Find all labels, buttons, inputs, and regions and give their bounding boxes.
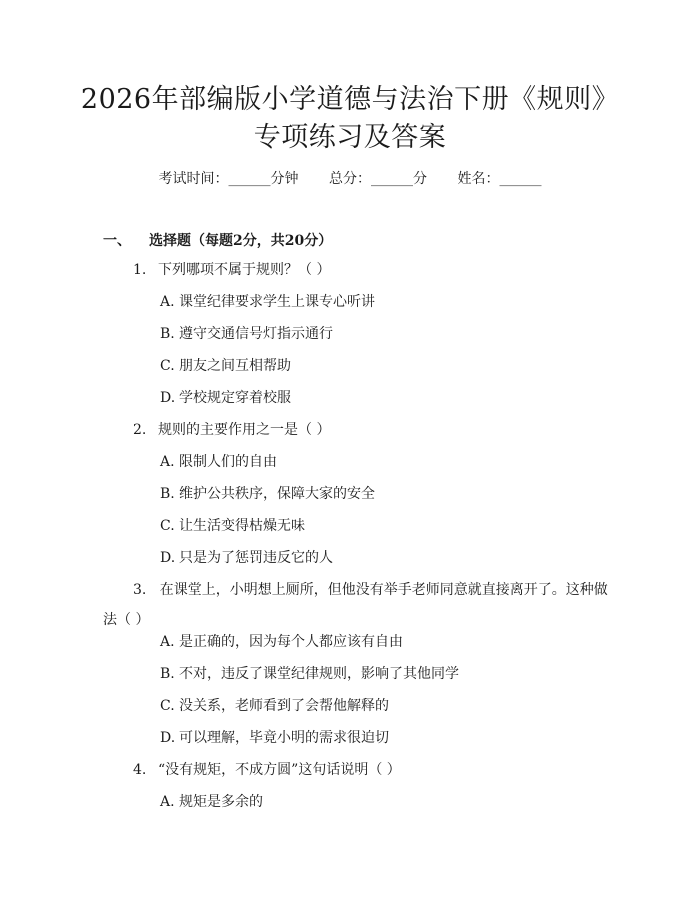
total-score: 总分：______分 [329,171,427,187]
option-key: B. [160,326,175,342]
option-text: 可以理解，毕竟小明的需求很迫切 [179,730,389,746]
exam-time: 考试时间：______分钟 [158,171,299,187]
option-key: D. [160,730,176,746]
question-stem [103,575,613,635]
question-text: “没有规矩，不成方圆”这句话说明（ ） [158,762,401,778]
option-key: A. [160,454,175,470]
option-text: 维护公共秩序，保障大家的安全 [179,486,375,502]
section-number: 一、 [103,233,131,249]
option-text: 不对，违反了课堂纪律规则，影响了其他同学 [179,666,459,682]
option-key: B. [160,486,175,502]
option [160,548,333,568]
question-stem [133,760,603,780]
option [160,632,403,652]
option-text: 遵守交通信号灯指示通行 [179,326,333,342]
question-number: 2. [133,422,147,438]
option-text: 课堂纪律要求学生上课专心听讲 [179,294,375,310]
option [160,516,305,536]
option-key: C. [160,358,175,374]
option-text: 朋友之间互相帮助 [179,358,291,374]
exam-info [0,168,700,188]
option [160,728,389,748]
option [160,664,459,684]
option-key: D. [160,550,176,566]
option [160,388,291,408]
question-number: 4. [133,762,147,778]
option [160,792,263,812]
section-title: 选择题（每题2分，共20分） [149,233,333,249]
student-name: 姓名：______ [457,171,542,187]
option [160,484,375,504]
section-heading [103,230,332,250]
option [160,356,291,376]
option [160,452,277,472]
question-text: 下列哪项不属于规则？（ ） [158,262,331,278]
option-text: 只是为了惩罚违反它的人 [179,550,333,566]
question-text: 在课堂上，小明想上厕所，但他没有举手老师同意就直接离开了。这种做法（ ） [103,582,608,628]
page-title: 2026年部编版小学道德与法治下册《规则》 [80,84,620,115]
option-text: 规矩是多余的 [179,794,263,810]
option-key: A. [160,794,175,810]
option-text: 限制人们的自由 [179,454,277,470]
page-subtitle: 专项练习及答案 [253,122,447,153]
option-key: A. [160,294,175,310]
question-number: 1. [133,262,147,278]
option-key: A. [160,634,175,650]
option-key: C. [160,518,175,534]
option [160,696,389,716]
question-text: 规则的主要作用之一是（ ） [158,422,331,438]
question-number: 3. [133,582,147,598]
option-text: 让生活变得枯燥无味 [179,518,305,534]
option-key: D. [160,390,176,406]
option-key: B. [160,666,175,682]
option-key: C. [160,698,175,714]
option-text: 是正确的，因为每个人都应该有自由 [179,634,403,650]
question-stem [133,420,603,440]
option [160,292,375,312]
option-text: 没关系，老师看到了会帮他解释的 [179,698,389,714]
question-stem [133,260,603,280]
option [160,324,333,344]
option-text: 学校规定穿着校服 [179,390,291,406]
